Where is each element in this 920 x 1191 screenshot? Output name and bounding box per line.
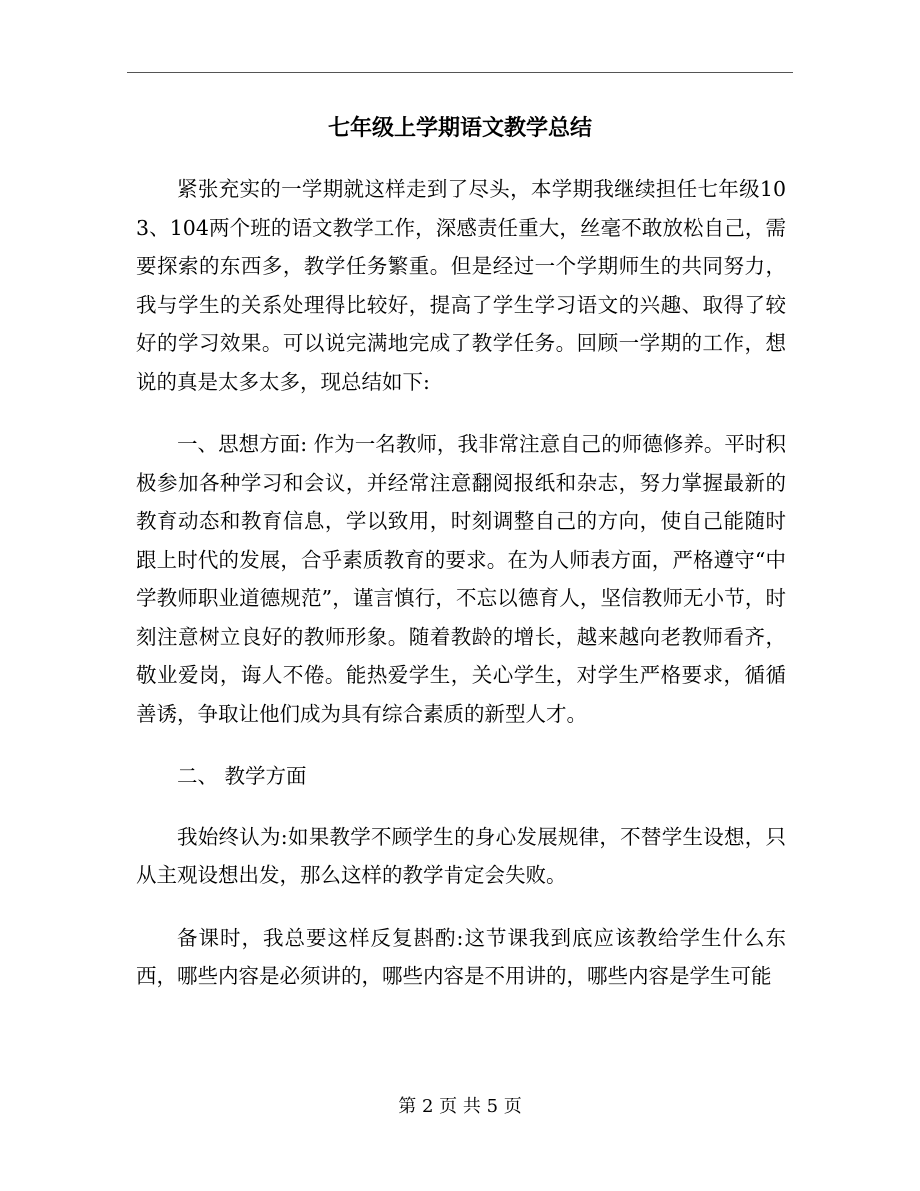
paragraph-ideology: 一、思想方面: 作为一名教师，我非常注意自己的师德修养。平时积极参加各种学习和会议，并经常注意翻阅报纸和杂志，努力掌握最新的教育动态和教育信息，学以致用，时刻调整自己的方向，使自己能随时跟上时代的发展，合乎素质教育的要求。在为人师表方面，严格遵守“中学教师职业道德规范”，谨言慎行，不忘以德育人，坚信教师无小节，时刻注意树立良好的教师形象。随着教龄的增长，越来越向老教师看齐，敬业爱岗，诲人不倦。能热爱学生，关心学生，对学生严格要求，循循善诱，争取让他们成为具有综合素质的新型人才。 [136, 432, 786, 726]
section-heading-teaching: 二、 教学方面 [177, 764, 307, 788]
header-rule [127, 72, 793, 73]
document-body [136, 170, 786, 1020]
paragraph-intro: 紧张充实的一学期就这样走到了尽头，本学期我继续担任七年级103、104两个班的语文教学工作，深感责任重大，丝毫不敢放松自己，需要探索的东西多，教学任务繁重。但是经过一个学期师生的共同努力，我与学生的关系处理得比较好，提高了学生学习语文的兴趣、取得了较好的学习效果。可以说完满地完成了教学任务。回顾一学期的工作，想说的真是太多太多，现总结如下: [136, 177, 786, 394]
document-title: 七年级上学期语文教学总结 [327, 115, 592, 141]
page-number: 第 2 页 共 5 页 [398, 1096, 522, 1117]
paragraph-teaching-belief: 我始终认为:如果教学不顾学生的身心发展规律，不替学生设想，只从主观设想出发，那么这样的教学肯定会失败。 [136, 824, 786, 887]
paragraph-lesson-prep: 备课时，我总要这样反复斟酌:这节课我到底应该教给学生什么东西，哪些内容是必须讲的，哪些内容是不用讲的，哪些内容是学生可能 [136, 925, 786, 988]
